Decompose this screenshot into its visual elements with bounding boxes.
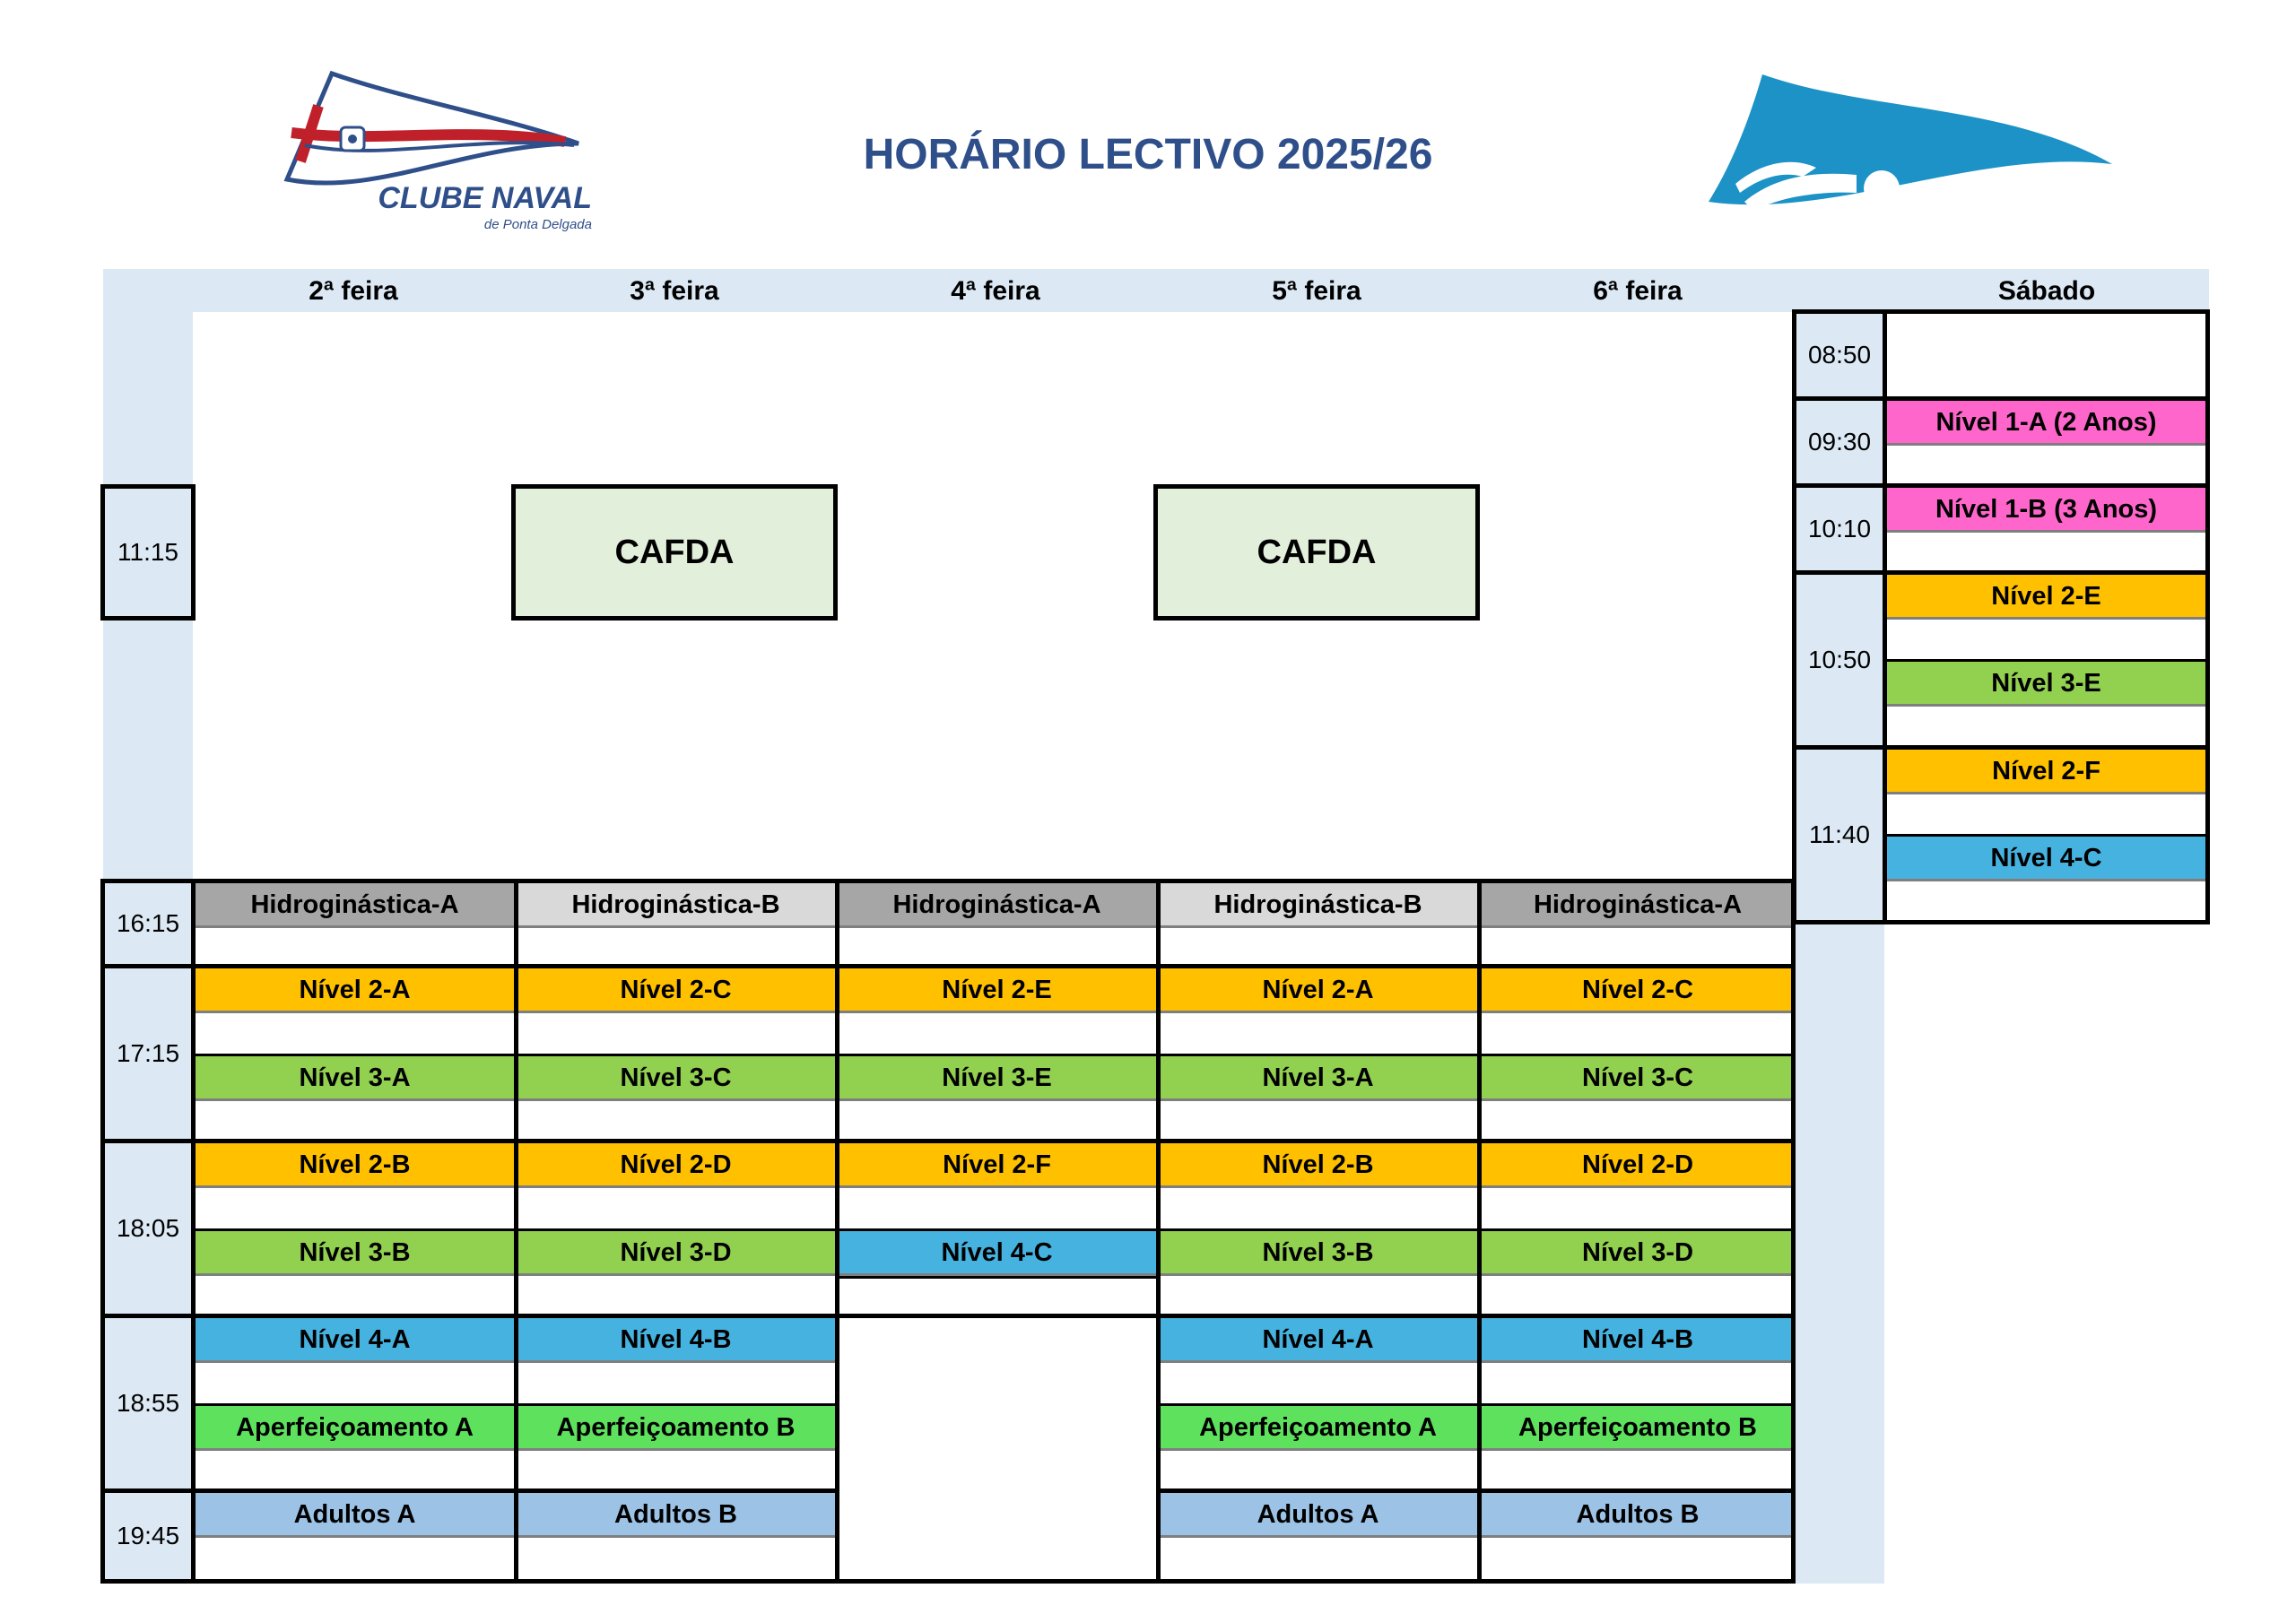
class-cell: Nível 3-E [838, 1056, 1156, 1101]
sat-time-08-50: 08:50 [1792, 309, 1887, 401]
day-header-saturday: Sábado [1997, 276, 2096, 306]
grid-line [1477, 879, 1482, 1584]
day-header-monday: 2ª feira [309, 276, 398, 306]
grid-line [1887, 659, 2205, 662]
class-cell: Nível 4-C [838, 1231, 1156, 1276]
class-cell: Nível 4-B [1480, 1318, 1796, 1363]
class-cell: Hidroginástica-B [1159, 883, 1477, 928]
class-cell: Aperfeiçoamento B [517, 1406, 835, 1451]
class-cell: Nível 2-D [1480, 1143, 1796, 1188]
grid-line [1887, 309, 2210, 314]
logo-name: CLUBE NAVAL [378, 181, 592, 215]
grid-line [1887, 570, 2210, 575]
cafda-tuesday: CAFDA [511, 484, 838, 621]
class-cell: Nível 4-A [1159, 1318, 1477, 1363]
class-cell: Hidroginástica-A [196, 883, 514, 928]
time-slot-11-15: 11:15 [100, 484, 196, 621]
time-slot-19-45: 19:45 [100, 1488, 196, 1584]
class-cell: Adultos B [517, 1493, 835, 1538]
class-cell: Nível 3-B [196, 1231, 514, 1276]
sat-time-10-10: 10:10 [1792, 483, 1887, 575]
sat-time-11-40: 11:40 [1792, 745, 1887, 924]
class-cell: Aperfeiçoamento B [1480, 1406, 1796, 1451]
class-cell: Nível 2-A [1159, 968, 1477, 1013]
class-cell: Nível 3-A [1159, 1056, 1477, 1101]
class-cell: Hidroginástica-B [517, 883, 835, 928]
grid-line [1887, 834, 2205, 837]
class-cell: Nível 2-B [1159, 1143, 1477, 1188]
class-cell: Nível 2-B [196, 1143, 514, 1188]
sat-time-10-50: 10:50 [1792, 570, 1887, 750]
class-cell: Nível 2-C [1480, 968, 1796, 1013]
class-cell: Adultos A [196, 1493, 514, 1538]
class-cell: Nível 2-F [838, 1143, 1156, 1188]
page-title: HORÁRIO LECTIVO 2025/26 [863, 131, 1433, 178]
class-cell: Nível 4-A [196, 1318, 514, 1363]
day-header-friday: 6ª feira [1593, 276, 1683, 306]
grid-line [835, 879, 839, 1584]
sat-time-09-30: 09:30 [1792, 396, 1887, 488]
class-cell: Nível 3-A [196, 1056, 514, 1101]
class-cell: Hidroginástica-A [838, 883, 1156, 928]
grid-line [196, 879, 1796, 883]
grid-line [196, 1314, 1796, 1318]
grid-line [1887, 920, 2210, 924]
class-cell: Nível 2-E [838, 968, 1156, 1013]
class-cell: Aperfeiçoamento A [196, 1406, 514, 1451]
day-header-tuesday: 3ª feira [630, 276, 719, 306]
class-cell: Nível 3-D [517, 1231, 835, 1276]
class-cell: Hidroginástica-A [1480, 883, 1796, 928]
class-cell: Nível 2-A [196, 968, 514, 1013]
saturday-grid [1887, 309, 2210, 924]
day-header-wednesday: 4ª feira [951, 276, 1040, 306]
class-cell: Nível 3-B [1159, 1231, 1477, 1276]
grid-line [1887, 483, 2210, 488]
time-slot-16-15: 16:15 [100, 879, 196, 968]
class-cell: Nível 3-D [1480, 1231, 1796, 1276]
weekday-grid [196, 879, 1796, 1584]
class-cell: Nível 2-C [517, 968, 835, 1013]
class-cell: Nível 4-C [1887, 837, 2205, 881]
grid-line [1887, 745, 2210, 750]
grid-line [196, 964, 1796, 968]
class-cell: Nível 1-B (3 Anos) [1887, 488, 2205, 533]
time-slot-18-55: 18:55 [100, 1314, 196, 1493]
class-cell: Nível 3-C [517, 1056, 835, 1101]
class-cell: Adultos A [1159, 1493, 1477, 1538]
grid-line [1156, 1488, 1796, 1493]
class-cell: Nível 2-D [517, 1143, 835, 1188]
class-cell: Nível 3-C [1480, 1056, 1796, 1101]
grid-line [196, 1579, 1796, 1584]
grid-line [196, 1139, 1796, 1143]
grid-line [514, 879, 518, 1584]
class-cell: Nível 2-E [1887, 575, 2205, 620]
class-cell: Nível 1-A (2 Anos) [1887, 401, 2205, 446]
grid-line [196, 1054, 1796, 1056]
grid-line [838, 1276, 1156, 1279]
grid-line [2205, 309, 2210, 924]
grid-line [1156, 879, 1161, 1584]
cafda-thursday: CAFDA [1153, 484, 1480, 621]
class-cell: Nível 2-F [1887, 750, 2205, 794]
time-slot-17-15: 17:15 [100, 964, 196, 1143]
class-cell: Aperfeiçoamento A [1159, 1406, 1477, 1451]
grid-line [1791, 879, 1796, 1584]
class-cell: Nível 4-B [517, 1318, 835, 1363]
logo-subtitle: de Ponta Delgada [483, 217, 592, 232]
grid-line [1887, 396, 2210, 401]
class-cell: Adultos B [1480, 1493, 1796, 1538]
grid-line [196, 1228, 1796, 1231]
class-cell: Nível 3-E [1887, 662, 2205, 707]
day-header-thursday: 5ª feira [1272, 276, 1361, 306]
time-slot-18-05: 18:05 [100, 1139, 196, 1318]
